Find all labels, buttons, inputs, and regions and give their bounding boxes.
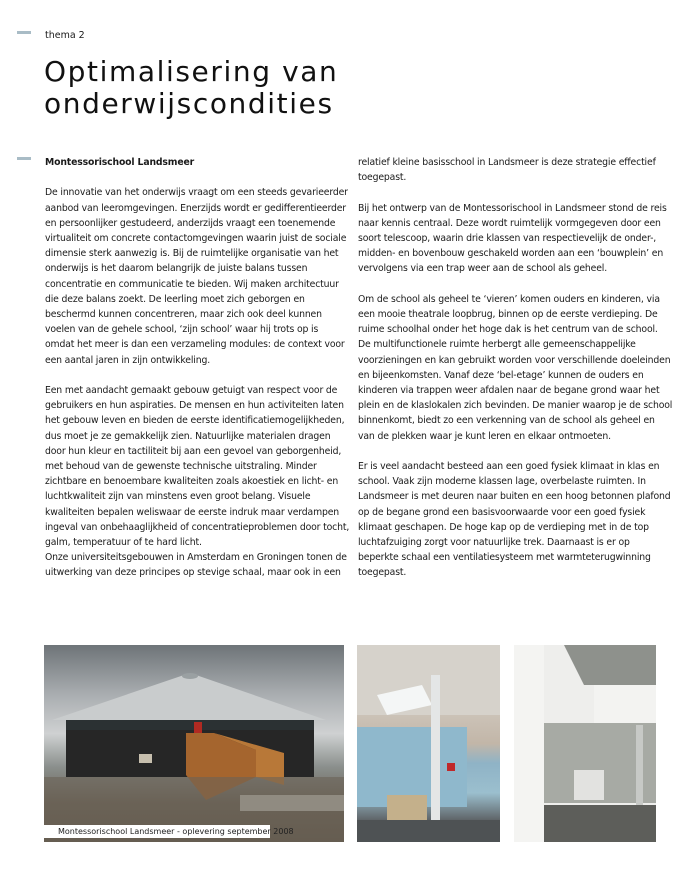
- paragraph: Onze universiteitsgebouwen in Amsterdam en Groningen tonen de uitwerking van deze principes op stevige schaal, maar ook in een: [45, 552, 347, 579]
- paragraph: De innovatie van het onderwijs vraagt om een steeds gevarieerder aanbod van leeromgevingen. Enerzijds wordt er gedifferentieerder en persoonlijker gestudeerd, anderzijds vraagt een toenemende virtualiteit om concrete contactomgevingen waarin juist de sociale dimensie sterk aanwezig is. Bij de ruimtelijke organisatie van het onderwijs is het daarom belangrijk de juiste balans tussen concentratie en communicatie te bieden. Wij maken architectuur die deze balans zoekt. De leerling moet zich geborgen en beschermd kunnen concentreren, maar zich ook deel kunnen voelen van de gehele school, ‘zijn school’ waar hij trots op is omdat het meer is dan een verzameling modules: de context voor een aantal jaren in zijn ontwikkeling.: [45, 187, 348, 366]
- interior-void-illustration: [514, 645, 656, 842]
- section-marker-top: [17, 31, 31, 34]
- paragraph: Er is veel aandacht besteed aan een goed fysiek klimaat in klas en school. Vaak zijn moderne klassen lage, overbelaste ruimten. In Landsmeer is met deuren naar buiten en een hoog betonnen plafond op de begane grond een basisvoorwaarde voor een goed fysiek klimaat geschapen. De hoge kap op de verdieping met in de top luchtafzuiging zorgt voor natuurlijke trek. Daarnaast is er op beperkte schaal een ventilatiesysteem met warmteterugwinning toegepast.: [358, 461, 671, 579]
- theme-label: thema 2: [45, 30, 85, 41]
- article-subhead: Montessorischool Landsmeer: [45, 157, 195, 168]
- photo-interior-hall: [357, 645, 500, 842]
- section-marker-article: [17, 157, 31, 160]
- exterior-illustration: [44, 645, 344, 842]
- title-line-2: onderwijscondities: [44, 87, 334, 120]
- paragraph: relatief kleine basisschool in Landsmeer is deze strategie effectief toegepast.: [358, 157, 656, 184]
- article-column-2: [358, 155, 673, 596]
- paragraph: Bij het ontwerp van de Montessorischool in Landsmeer stond de reis naar kennis centraal. Deze wordt ruimtelijk vormgegeven door een soort telescoop, waarin drie klassen van respectievelijk de onder-, midden- en bovenbouw geschakeld worden aan een ‘bouwplein’ en vervolgens via een trap weer aan de school als geheel.: [358, 202, 667, 275]
- article-column-1: [45, 155, 350, 596]
- paragraph: Om de school als geheel te ‘vieren’ komen ouders en kinderen, via een mooie theatrale loopbrug, binnen op de eerste verdieping. De ruime schoolhal onder het hoge dak is het centrum van de school. De multifunctionele ruimte herbergt alle gemeenschappelijke voorzieningen en kan gebruikt worden voor verschillende doeleinden en bijeenkomsten. Vanaf deze ‘bel-etage’ kunnen de ouders en kinderen via trappen weer afdalen naar de begane grond waar het plein en de klaslokalen zich bevinden. De manier waarop je de school binnenkomt, biedt zo een verkenning van de school als geheel en van de plekken waar je kunt leren en elkaar ontmoeten.: [358, 293, 673, 442]
- photo-interior-void: [514, 645, 656, 842]
- photo-caption: Montessorischool Landsmeer - oplevering september 2008: [44, 825, 270, 838]
- paragraph: Een met aandacht gemaakt gebouw getuigt van respect voor de gebruikers en hun aspiraties. De mensen en hun activiteiten laten het gebouw leven en bieden de eerste identificatiemogelijkheden, dus moet je ze gemakkelijk zien. Natuurlijke materialen dragen door hun kleur en tactiliteit bij aan een gevoel van geborgenheid, met behoud van de gewenste technische uitstraling. Minder zichtbare en benoembare kwaliteiten zoals akoestiek en licht- en luchtkwaliteit zijn van minstens even groot belang. Visuele kwaliteiten bepalen weliswaar de eerste indruk maar verdampen ingeval van onbehaaglijkheid of concentratieproblemen door tocht, galm, temperatuur of te hard licht.: [45, 385, 350, 549]
- interior-hall-illustration: [357, 645, 500, 842]
- page-title: [44, 56, 338, 120]
- photo-exterior: [44, 645, 344, 842]
- title-line-1: Optimalisering van: [44, 55, 339, 88]
